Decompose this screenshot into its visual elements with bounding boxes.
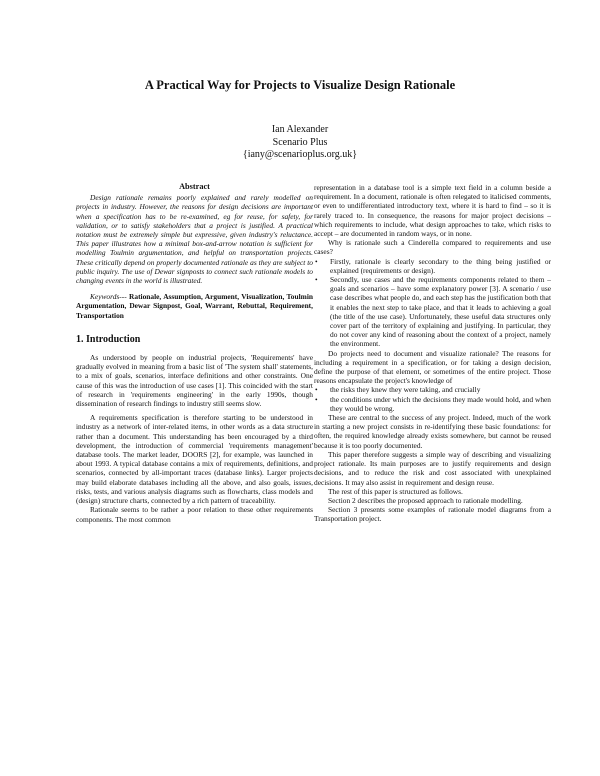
bullet-marker: • xyxy=(315,394,318,404)
author-affiliation: Scenario Plus xyxy=(272,136,328,148)
bullet-list xyxy=(314,257,551,349)
keywords-label: Keywords--- xyxy=(90,292,127,302)
section-heading-introduction: 1. Introduction xyxy=(76,333,141,345)
intro-paragraph: Rationale seems to be rather a poor relation to these other requirements components. The most common xyxy=(76,505,313,524)
list-item xyxy=(314,395,551,413)
list-item xyxy=(314,275,551,349)
abstract-text: Design rationale remains poorly explained and rarely modelled on projects in industry. However, the reasons for design decisions are important when a specification has to be re-examined, eg for reuse, for safety, for validation, or to satisfy stakeholders that a project is justified. A practical notation must be extremely simple but expressive, given industry's reluctance. This paper illustrates how a minimal box-and-arrow notation is sufficient for modelling Toulmin argumentation, and helpful on transportation projects. These critically depend on properly documented rationale as they are subject to public inquiry. The use of Dewar signposts to connect such rationale models to changing events in the world is illustrated. xyxy=(76,193,313,286)
intro-paragraph: A requirements specification is therefore starting to be understood in industry as a network of inter-related items, in other words as a data structure rather than a document. This understanding has been encouraged by a third development, the introduction of commercial 'requirements management' database tools. The market leader, DOORS [2], for example, was launched in about 1993. A typical database contains a mix of requirements, definitions, and scenarios, connected by all-important traces (database links). Larger projects may build elaborate databases including all the above, and also goals, issues, risks, tests, and various analysis diagrams such as flowcharts, class models and (design) structure charts, connected by a rich pattern of traceability. xyxy=(76,413,313,506)
body-paragraph: representation in a database tool is a simple text field in a column beside a requirement. In a document, rationale is often relegated to italicised comments, or even to undifferentiated introductory text, where it is hard to find – so it is rarely traced to. In consequence, the reasons for major project decisions – which requirements to include, what design approaches to take, which risks to accept – are documented in random ways, or in none. xyxy=(314,183,551,239)
keywords-list: Rationale, Assumption, Argument, Visualization, Toulmin Argumentation, Dewar Signpost, Goal, Warrant, Rebuttal, Requirement, Transportation xyxy=(76,292,313,320)
paper-title: A Practical Way for Projects to Visualize Design Rationale xyxy=(144,78,456,92)
keywords xyxy=(76,292,313,320)
body-paragraph: The rest of this paper is structured as follows. xyxy=(328,486,463,496)
right-column xyxy=(314,183,551,524)
body-paragraph: Section 2 describes the proposed approach to rationale modelling. xyxy=(328,495,523,505)
list-item-text: the risks they knew they were taking, and crucially xyxy=(330,385,481,395)
body-paragraph: Do projects need to document and visualize rationale? The reasons for including a requirement in a specification, or for taking a design decision, define the purpose of that element, or sometimes of the entire project. Those reasons encapsulate the project's knowledge of xyxy=(314,348,551,386)
body-paragraph: Why is rationale such a Cinderella compared to requirements and use cases? xyxy=(314,238,551,257)
intro-paragraph: As understood by people on industrial projects, 'Requirements' have gradually evolved in meaning from a basic list of 'The system shall' statements, to a mix of goals, scenarios, interface definitions and other constraints. One cause of this was the introduction of use cases [1]. This coincided with the start of research in 'requirements engineering' in the early 1990s, though dissemination of research findings to industry still seems slow. xyxy=(76,353,313,409)
bullet-list xyxy=(314,385,551,413)
author-block xyxy=(0,124,600,162)
author-email: {iany@scenarioplus.org.uk} xyxy=(242,149,358,160)
list-item-text: Secondly, use cases and the requirements components related to them – goals and scenarios – have some explanatory power [3]. A scenario / use case describes what people do, and each step has the justification both that it enables the next step to take place, and that it leads to achieving a goal (the title of the use case). Unfortunately, these useful data structures only cover part of the territory of explaining and justifying. In particular, they do not cover any kind of reasoning about the context of a project, namely the environment. xyxy=(330,275,551,349)
list-item-text: Firstly, rationale is clearly secondary to the thing being justified or explained (requirements or design). xyxy=(330,256,551,275)
list-item xyxy=(314,257,551,275)
bullet-marker: • xyxy=(315,385,318,395)
left-column xyxy=(76,182,313,524)
author-name: Ian Alexander xyxy=(271,124,329,135)
body-paragraph: Section 3 presents some examples of rationale model diagrams from a Transportation project. xyxy=(314,505,551,524)
body-paragraph: This paper therefore suggests a simple way of describing and visualizing project rationale. Its main purposes are to justify requirements and design decisions, and to reduce the risk and cost associated with unexplained decisions. It may also assist in requirement and design reuse. xyxy=(314,449,551,487)
list-item-text: the conditions under which the decisions they made would hold, and when they would be wrong. xyxy=(330,394,551,413)
list-item xyxy=(314,385,551,394)
bullet-marker: • xyxy=(315,275,318,285)
body-paragraph: These are central to the success of any project. Indeed, much of the work in starting a new project consists in re-identifying these basic foundations: for often, the required knowledge already exists somewhere, but cannot be reused because it is too poorly documented. xyxy=(314,413,551,450)
bullet-marker: • xyxy=(315,256,318,266)
abstract-heading: Abstract xyxy=(179,182,210,191)
